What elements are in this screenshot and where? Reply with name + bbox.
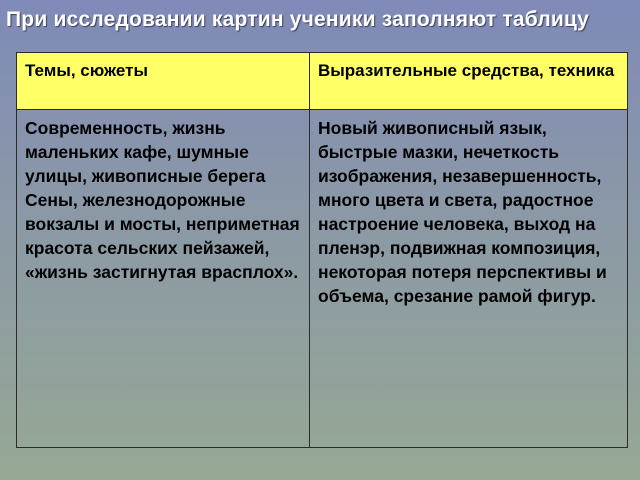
cell-techniques-content: Новый живописный язык, быстрые мазки, нечеткость изображения, незавершенность, много цвета и света, радостное настроение человека, выход на пленэр, подвижная композиция, некоторая потеря перспективы и объема, срезание рамой фигур. [310, 110, 628, 448]
header-cell-themes: Темы, сюжеты [17, 53, 310, 110]
header-cell-techniques: Выразительные средства, техника [310, 53, 628, 110]
table-header-row [17, 53, 628, 110]
slide-title: При исследовании картин ученики заполняют таблицу [6, 8, 590, 31]
cell-themes-content: Современность, жизнь маленьких кафе, шумные улицы, живописные берега Сены, железнодорожные вокзалы и мосты, неприметная красота сельских пейзажей, «жизнь застигнутая врасплох». [17, 110, 310, 448]
comparison-table [16, 52, 628, 448]
table-container [16, 52, 627, 448]
table-row [17, 110, 628, 448]
